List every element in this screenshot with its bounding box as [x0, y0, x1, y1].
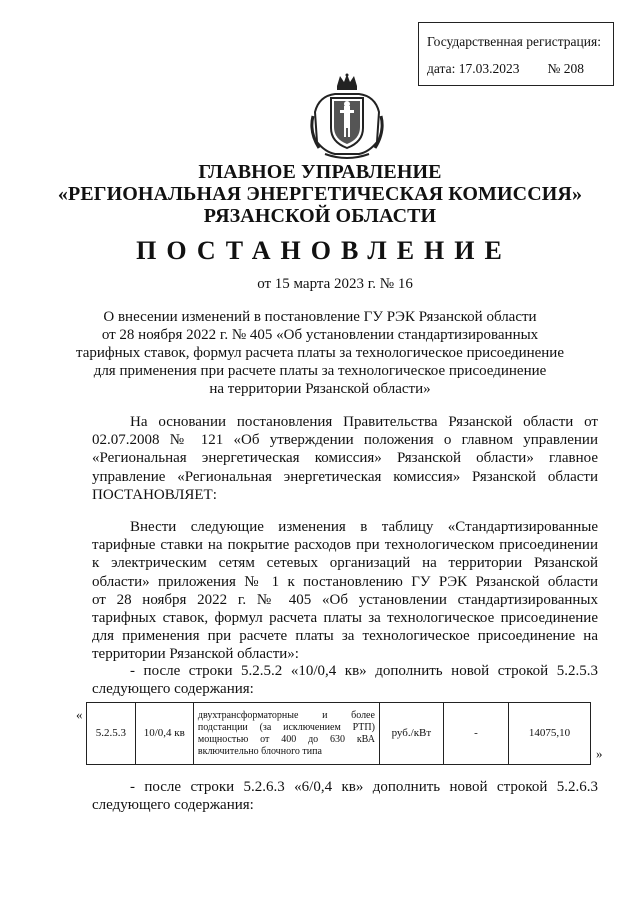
- paragraph-line: - после строки 5.2.5.2 «10/0,4 кв» дополнить новой строкой 5.2.5.3: [130, 663, 598, 679]
- paragraph-line: управление «Региональная энергетическая комиссия» Рязанской области: [92, 468, 598, 485]
- ryazan-coat-of-arms-icon: [307, 72, 387, 162]
- subject-line: для применения при расчете платы за технологическое присоединение: [93, 363, 547, 379]
- subject-line: на территории Рязанской области»: [209, 381, 431, 397]
- table-quote-open: «: [76, 707, 83, 722]
- description-line: включительно блочного типа: [197, 745, 322, 757]
- paragraph-line: следующего содержания:: [92, 681, 254, 698]
- registration-details: [427, 60, 584, 78]
- unit-cell: руб./кВт: [379, 703, 443, 765]
- authority-name-line-1: ГЛАВНОЕ УПРАВЛЕНИЕ: [198, 161, 442, 183]
- inserted-table: [86, 702, 591, 765]
- paragraph-line: к электрическим сетям сетевых организаций на территории Рязанской: [92, 555, 598, 572]
- item-1-paragraph: [92, 662, 598, 698]
- paragraph-line: территории Рязанской области»:: [92, 646, 299, 663]
- registration-number: № 208: [547, 61, 584, 76]
- paragraph-line: для применения при расчете платы за технологическое присоединение на: [92, 628, 598, 645]
- paragraph-line: «Региональная энергетическая комиссия» Рязанской области» главное: [92, 450, 598, 467]
- paragraph-line: следующего содержания:: [92, 797, 254, 814]
- voltage-cell: 10/0,4 кв: [135, 703, 193, 765]
- paragraph-line: На основании постановления Правительства Рязанской области от: [130, 414, 598, 430]
- rate-value-cell: 14075,10: [509, 703, 591, 765]
- subject-line: тарифных ставок, формул расчета платы за технологическое присоединение: [75, 345, 564, 361]
- description-line: подстанции (за исключением РТП): [197, 721, 375, 733]
- paragraph-line: от 28 ноября 2022 г. № 405 «Об установлении стандартизированных: [92, 591, 598, 608]
- paragraph-line: ПОСТАНОВЛЯЕТ:: [92, 486, 217, 503]
- paragraph-line: области» приложения № 1 к постановлению ГУ РЭК Рязанской области: [92, 573, 598, 590]
- paragraph-line: Внести следующие изменения в таблицу «Стандартизированные: [130, 519, 598, 535]
- registration-date: дата: 17.03.2023: [427, 61, 520, 76]
- subject-line: О внесении изменений в постановление ГУ РЭК Рязанской области: [103, 309, 537, 325]
- authority-name-line-3: РЯЗАНСКОЙ ОБЛАСТИ: [203, 205, 437, 227]
- authority-name-line-2: «РЕГИОНАЛЬНАЯ ЭНЕРГЕТИЧЕСКАЯ КОМИССИЯ»: [57, 183, 583, 205]
- paragraph-line: 02.07.2008 № 121 «Об утверждении положения о главном управлении: [92, 432, 598, 449]
- paragraph-line: тарифных ставок, формул расчета платы за технологическое присоединение: [92, 609, 598, 626]
- table-row: [87, 703, 591, 765]
- document-title: ПОСТАНОВЛЕНИЕ: [136, 236, 512, 265]
- basis-paragraph: [92, 413, 598, 504]
- table-quote-close: »: [596, 746, 603, 761]
- changes-paragraph: [92, 518, 598, 664]
- description-cell: [193, 703, 379, 765]
- item-2-paragraph: [92, 778, 598, 814]
- row-code-cell: 5.2.5.3: [87, 703, 136, 765]
- registration-label: Государственная регистрация:: [427, 34, 601, 49]
- paragraph-line: - после строки 5.2.6.3 «6/0,4 кв» дополнить новой строкой 5.2.6.3: [130, 779, 598, 795]
- description-line: мощностью от 400 до 630 кВА: [197, 733, 375, 745]
- registration-stamp: [418, 22, 614, 86]
- paragraph-line: тарифные ставки на покрытие расходов при технологическом присоединении: [92, 537, 598, 554]
- description-line: двухтрансформаторные и более: [197, 709, 375, 721]
- empty-value-cell: -: [443, 703, 508, 765]
- subject-line: от 28 ноября 2022 г. № 405 «Об установлении стандартизированных: [101, 327, 539, 343]
- document-date: от 15 марта 2023 г. № 16: [257, 276, 413, 292]
